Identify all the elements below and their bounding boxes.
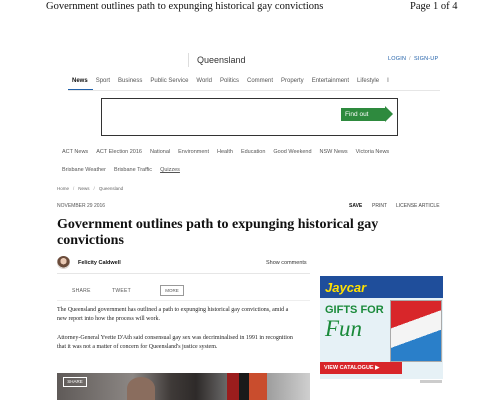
breadcrumb-queensland[interactable]: Queensland (98, 186, 124, 191)
play-arrow-icon: ▶ (375, 365, 380, 371)
nav-item-politics[interactable]: Politics (219, 78, 239, 84)
flag-image (227, 373, 267, 400)
nav-item-public-service[interactable]: Public Service (150, 78, 189, 84)
catalogue-image (390, 300, 442, 362)
subnav-item[interactable]: NSW News (319, 149, 348, 155)
author-name[interactable]: Felicity Caldwell (78, 260, 121, 266)
subnav-row-2 (62, 167, 188, 173)
subnav-item-quizzes[interactable]: Quizzes (160, 167, 180, 173)
view-catalogue-button[interactable] (320, 362, 402, 374)
article-headline: Government outlines path to expunging historical gay convictions (57, 217, 379, 248)
author-divider (57, 273, 310, 274)
print-header-title: Government outlines path to expunging historical gay convictions (46, 1, 324, 12)
region-label: Queensland (188, 53, 246, 67)
license-article-button[interactable]: LICENSE ARTICLE (396, 203, 440, 209)
nav-item-lifestyle[interactable]: Lifestyle (357, 78, 380, 84)
promo-line-1: GIFTS FOR (325, 304, 384, 316)
subnav-item[interactable]: Brisbane Weather (62, 167, 106, 173)
promo-ad[interactable] (320, 276, 443, 379)
article-paragraph: Attorney-General Yvette D'Ath said consensual gay sex was decriminalised in 1991 in recognition that it was not a matter of concern for Queensland's justice system. (57, 335, 293, 350)
breadcrumb-separator: / (73, 186, 75, 191)
nav-item-news[interactable]: News (72, 78, 88, 84)
breadcrumb-separator: / (93, 186, 95, 191)
nav-item-sport[interactable]: Sport (95, 78, 111, 84)
author-avatar[interactable] (57, 256, 70, 269)
nav-item-comment[interactable]: Comment (246, 78, 273, 84)
subnav-item[interactable]: ACT Election 2016 (96, 149, 142, 155)
more-share-button[interactable]: MORE (160, 285, 184, 296)
login-link[interactable]: LOGIN (388, 56, 407, 62)
person-image (127, 377, 155, 400)
nav-item-business[interactable]: Business (118, 78, 143, 84)
save-button[interactable]: SAVE (349, 203, 363, 209)
print-button[interactable]: PRINT (372, 203, 387, 209)
article-photo[interactable] (57, 373, 310, 400)
subnav-item[interactable]: Health (217, 149, 233, 155)
share-button[interactable]: SHARE (72, 288, 91, 294)
nav-divider (68, 90, 440, 91)
show-comments-button[interactable]: Show comments (266, 260, 307, 266)
tweet-button[interactable]: TWEET (112, 288, 131, 294)
main-nav (72, 78, 397, 84)
subnav-item[interactable]: Education (240, 149, 266, 155)
breadcrumb (57, 186, 123, 191)
share-divider (57, 300, 310, 301)
article-paragraph: The Queensland government has outlined a path to expunging historical gay convictions, amid a new report into how the process will work. (57, 307, 289, 322)
subnav-item[interactable]: National (149, 149, 171, 155)
breadcrumb-home[interactable]: Home (57, 186, 70, 191)
photo-share-button[interactable]: SHARE (63, 377, 87, 387)
subnav-item[interactable]: ACT News (62, 149, 89, 155)
breadcrumb-news[interactable]: News (78, 186, 90, 191)
article-date: NOVEMBER 29 2016 (57, 203, 106, 209)
subnav-item[interactable]: Good Weekend (273, 149, 312, 155)
nav-item-world[interactable]: World (196, 78, 212, 84)
nav-item-property[interactable]: Property (281, 78, 304, 84)
nav-item-truncated[interactable]: I (387, 78, 389, 84)
subnav-row-1 (62, 149, 397, 155)
view-catalogue-label: VIEW CATALOGUE (324, 365, 374, 371)
ad-choices-icon[interactable] (420, 380, 442, 383)
ad-find-out-more-button[interactable]: Find out more (341, 108, 385, 121)
subnav-item[interactable]: Victoria News (355, 149, 390, 155)
signup-link[interactable]: SIGN-UP (414, 56, 439, 62)
print-header-page: Page 1 of 4 (410, 1, 458, 12)
promo-brand-logo: Jaycar (325, 280, 367, 295)
arrow-right-icon (385, 106, 393, 122)
nav-item-entertainment[interactable]: Entertainment (311, 78, 350, 84)
promo-line-2: Fun (325, 316, 363, 341)
subnav-item[interactable]: Environment (178, 149, 210, 155)
auth-separator: / (409, 56, 411, 62)
subnav-item[interactable]: Brisbane Traffic (113, 167, 153, 173)
